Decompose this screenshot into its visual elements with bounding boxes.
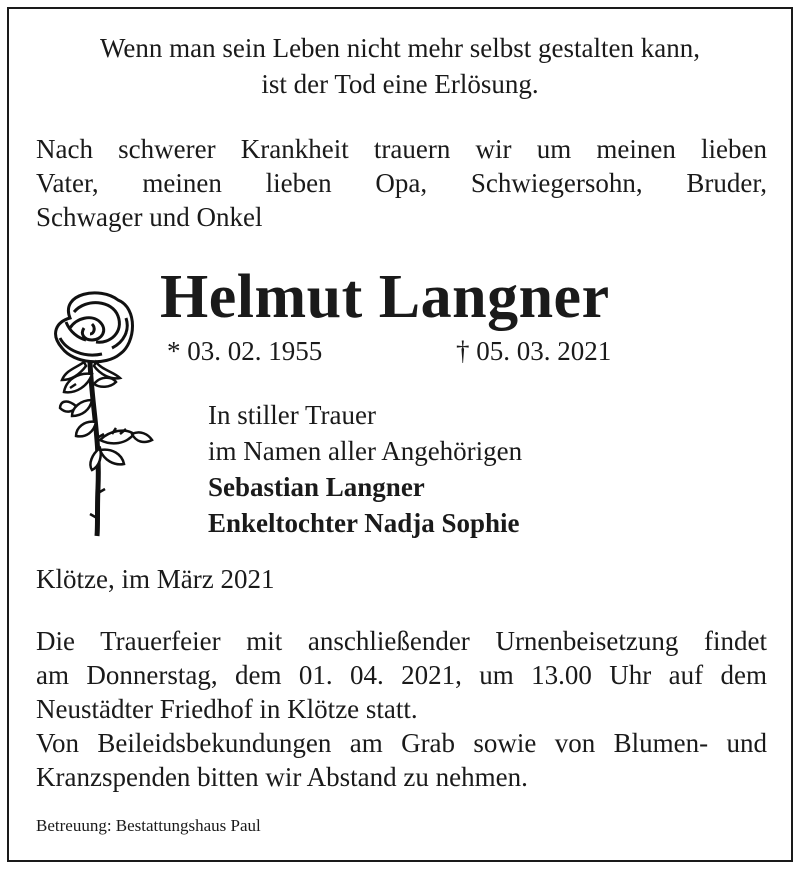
mourners-line-2: im Namen aller Angehörigen xyxy=(208,436,523,466)
funeral-line-3: Neustädter Friedhof in Klötze statt. xyxy=(36,694,418,724)
funeral-line-5: Kranzspenden bitten wir Abstand zu nehmen. xyxy=(36,762,528,792)
funeral-line-1: Die Trauerfeier mit anschließender Urnenbeisetzung findet xyxy=(36,626,767,656)
mourner-name-2: Enkeltochter Nadja Sophie xyxy=(208,508,520,538)
intro-line-2: Vater, meinen lieben Opa, Schwiegersohn, Bruder, xyxy=(36,168,767,198)
birth-date: * 03. 02. 1955 xyxy=(167,336,323,366)
mourner-name-1: Sebastian Langner xyxy=(208,472,425,502)
death-date: † 05. 03. 2021 xyxy=(456,336,612,366)
motto-line-1: Wenn man sein Leben nicht mehr selbst gestalten kann, xyxy=(100,33,700,63)
mourners-line-1: In stiller Trauer xyxy=(208,400,376,430)
deceased-name: Helmut Langner xyxy=(160,263,610,331)
funeral-line-4: Von Beileidsbekundungen am Grab sowie von Blumen- und xyxy=(36,728,767,758)
funeral-line-2: am Donnerstag, dem 01. 04. 2021, um 13.00 Uhr auf dem xyxy=(36,660,767,690)
place-date: Klötze, im März 2021 xyxy=(36,564,275,594)
intro-line-3: Schwager und Onkel xyxy=(36,202,263,232)
motto-line-2: ist der Tod eine Erlösung. xyxy=(261,69,539,99)
intro-line-1: Nach schwerer Krankheit trauern wir um meinen lieben xyxy=(36,134,767,164)
care-note: Betreuung: Bestattungshaus Paul xyxy=(36,816,261,835)
rose-icon xyxy=(40,288,158,540)
